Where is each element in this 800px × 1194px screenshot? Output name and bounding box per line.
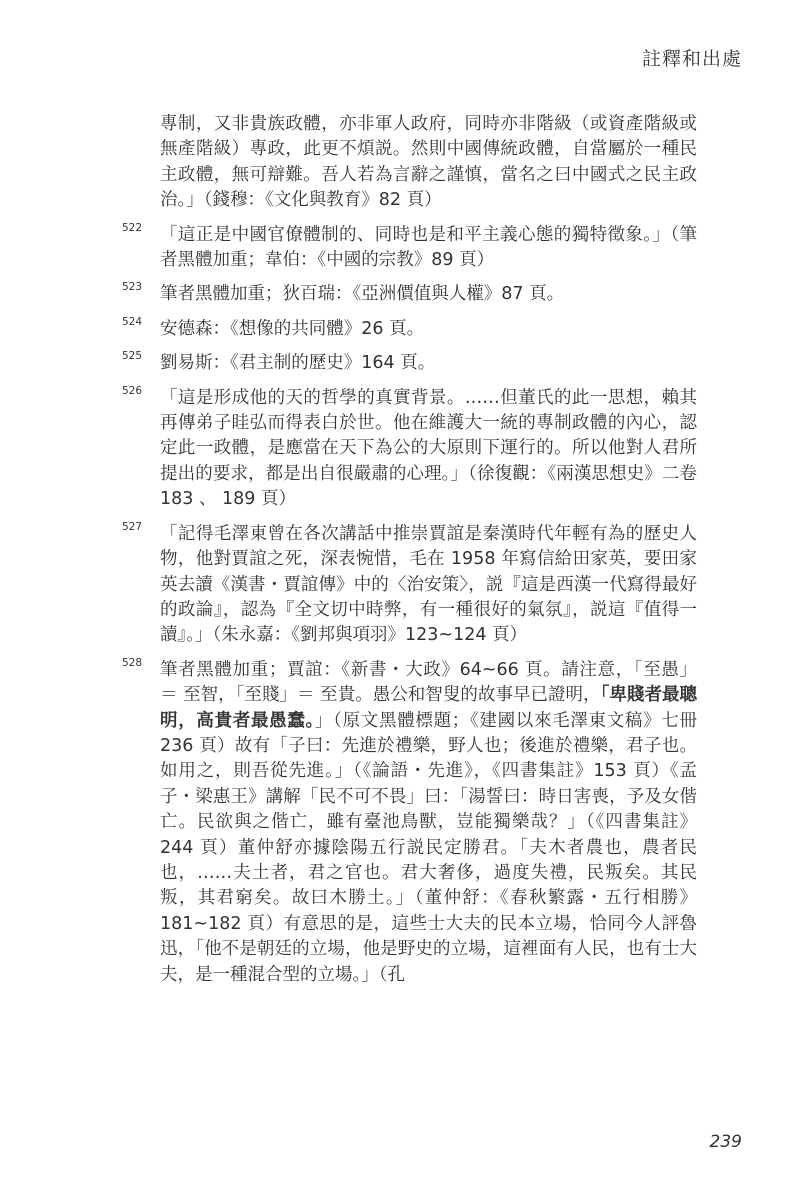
note-number: 522 (122, 221, 143, 234)
note-text: 「這是形成他的天的哲學的真實背景。……但董氏的此一思想，賴其再傳弟子眭弘而得表白於世。他在維護大一統的專制政體的內心，認定此一政體，是應當在天下為公的大原則下運行的。所以他對人君所提出的要求，都是出自很嚴肅的心理。」（徐復觀：《兩漢思想史》二卷 183 、 189 頁） (160, 387, 697, 510)
note-523 (122, 282, 697, 307)
note-524 (122, 317, 697, 342)
bold-quote: 「卑賤者最聰明，高貴者最愚蠢。 (160, 685, 698, 731)
note-number: 525 (122, 350, 143, 363)
note-522 (122, 223, 697, 274)
note-528 (122, 658, 697, 988)
note-text-part: 」（原文黑體標題；《建國以來毛澤東文稿》七冊 236 頁）故有「子曰：先進於禮樂，野人也；後進於禮樂，君子也。如用之，則吾從先進。」（《論語・先進》，《四書集註》153 頁）《孟子・梁惠王》講解「民不可不畏」曰：「湯誓曰：時日害喪，予及女偕亡。民欲與之偕亡，雖有臺池鳥獸，豈能獨樂哉？」（《四書集註》244 頁）董仲舒亦據陰陽五行説民定勝君。「夫木者農也，農者民也，……夫土者，君之官也。君大奢侈，過度失禮，民叛矣。其民叛，其君窮矣。故曰木勝土。」（董仲舒：《春秋繁露・五行相勝》181~182 頁）有意思的是，這些士大夫的民本立場，恰同今人評魯迅，「他不是朝廷的立場，他是野史的立場，這裡面有人民，也有士大夫，是一種混合型的立場。」（孔 (160, 710, 698, 985)
note-number: 528 (122, 656, 143, 669)
note-text: 劉易斯：《君主制的歷史》164 頁。 (160, 353, 436, 374)
continued-note-text: 專制，又非貴族政體，亦非軍人政府，同時亦非階級（或資產階級或無產階級）專政，此更不煩説。然則中國傳統政體，自當屬於一種民主政體，無可辯難。吾人若為言辭之謹慎，當名之曰中國式之民主政治。」（錢穆：《文化與教育》82 頁） (160, 114, 697, 211)
note-527 (122, 522, 697, 649)
page-number: 239 (709, 1132, 742, 1152)
note-number: 524 (122, 315, 143, 328)
note-number: 523 (122, 281, 143, 294)
note-number: 526 (122, 384, 143, 397)
note-text: 安德森：《想像的共同體》26 頁。 (160, 318, 425, 339)
note-text-part: 筆者黑體加重；賈誼：《新書・大政》64~66 頁。請注意，「至愚」＝ 至智，「至賤」＝ 至貴。愚公和智叟的故事早已證明， (160, 659, 697, 706)
running-header: 註釋和出處 (641, 48, 742, 70)
notes-body (122, 112, 697, 988)
note-526 (122, 386, 697, 513)
note-text: 「這正是中國官僚體制的、同時也是和平主義心態的獨特徵象。」（筆者黑體加重；韋伯：《中國的宗教》89 頁） (160, 224, 697, 271)
note-text: 筆者黑體加重；狄百瑞：《亞洲價值與人權》87 頁。 (160, 284, 565, 305)
note-number: 527 (122, 520, 143, 533)
note-text: 「記得毛澤東曾在各次講話中推崇賈誼是秦漢時代年輕有為的歷史人物，他對賈誼之死，深表惋惜，毛在 1958 年寫信給田家英，要田家英去讀《漢書・賈誼傳》中的〈治安策〉，説『這是西漢一代寫得最好的政論』，認為『全文切中時弊，有一種很好的氣氛』，説這『值得一讀』。」（朱永嘉：《劉邦與項羽》123~124 頁） (160, 523, 697, 646)
note-text (160, 658, 697, 988)
note-525 (122, 351, 697, 376)
